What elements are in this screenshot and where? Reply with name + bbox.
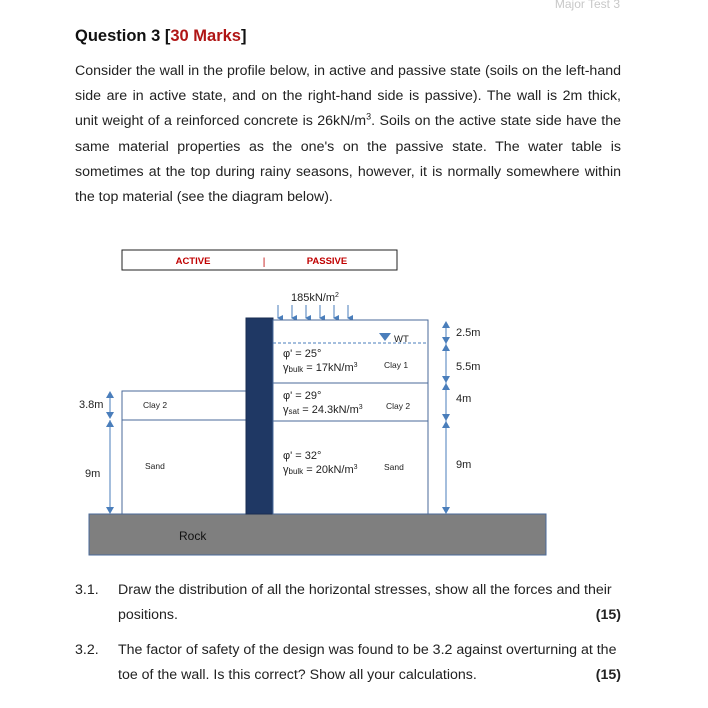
clay2-gamma: $\gamma sat = 24.3kN/m^3$ [283, 404, 363, 416]
right-dim-9m: 9m [456, 459, 472, 471]
intro-text-a: Consider the wall in the profile below, in active and passive state (soils on the left-hand side are in active state, and on the right-hand side is passive). The wall is 2m thick, unit weight of a reinforced concrete is 26kN/m [75, 63, 621, 130]
title-suffix: ] [240, 27, 247, 45]
sub-question-marks: (15) [595, 667, 621, 683]
active-label: ACTIVE [175, 256, 211, 267]
left-sand-label: Sand [145, 461, 165, 471]
intro-sup: 3 [366, 111, 372, 122]
sand-phi: φ' = 32° [283, 450, 322, 462]
retaining-wall [246, 318, 273, 514]
left-sand-layer [122, 420, 246, 514]
clay1-label: Clay 1 [384, 360, 409, 370]
sub-question-marks: (15) [595, 607, 621, 623]
left-dim-bottom-label: 9m [85, 468, 101, 480]
sand-gamma: γbulk = $20kN/m^3$ [283, 464, 358, 476]
title-prefix: Question 3 [ [75, 27, 171, 45]
sub-question-3-1 [0, 578, 708, 630]
right-dim-2-5m: 2.5m [456, 327, 481, 339]
water-table-label: WT [394, 334, 409, 345]
rock-base [89, 514, 546, 555]
header-note: Major Test 3 [554, 0, 620, 11]
intro-text-b: . Soils on the active state side have the same material properties as the one's on the passive state. The water table is sometimes at the top during rainy seasons, however, it is normally somewhere within the top material (see the diagram below). [75, 113, 621, 206]
right-clay2-label: Clay 2 [386, 401, 411, 411]
sub-question-number: 3.2. [75, 642, 99, 658]
state-divider: | [262, 257, 266, 268]
left-clay2-label: Clay 2 [143, 400, 168, 410]
sub-question-text: Draw the distribution of all the horizontal stresses, show all the forces and their positions. [118, 582, 612, 623]
left-dim-top-label: 3.8m [79, 399, 104, 411]
load-arrows [278, 305, 348, 318]
left-clay2-layer [122, 391, 246, 420]
sub-question-text: The factor of safety of the design was found to be 3.2 against overturning at the toe of the wall. Is this correct? Show all your calculations. [118, 642, 617, 683]
clay2-phi: φ' = 29° [283, 390, 322, 402]
load-label: $185kN/m^2$ [291, 292, 339, 304]
title-marks: 30 Marks [170, 27, 241, 45]
sub-question-number: 3.1. [75, 582, 99, 598]
right-dim-4m: 4m [456, 393, 472, 405]
sub-question-3-2 [0, 638, 708, 690]
rock-label: Rock [179, 529, 207, 543]
right-sand-label: Sand [384, 462, 404, 472]
clay1-phi: φ' = 25° [283, 348, 322, 360]
state-label-box [122, 250, 397, 270]
right-dim-5-5m: 5.5m [456, 361, 481, 373]
passive-label: PASSIVE [306, 256, 348, 267]
clay1-gamma: γbulk = $17kN/m^3$ [283, 362, 358, 374]
